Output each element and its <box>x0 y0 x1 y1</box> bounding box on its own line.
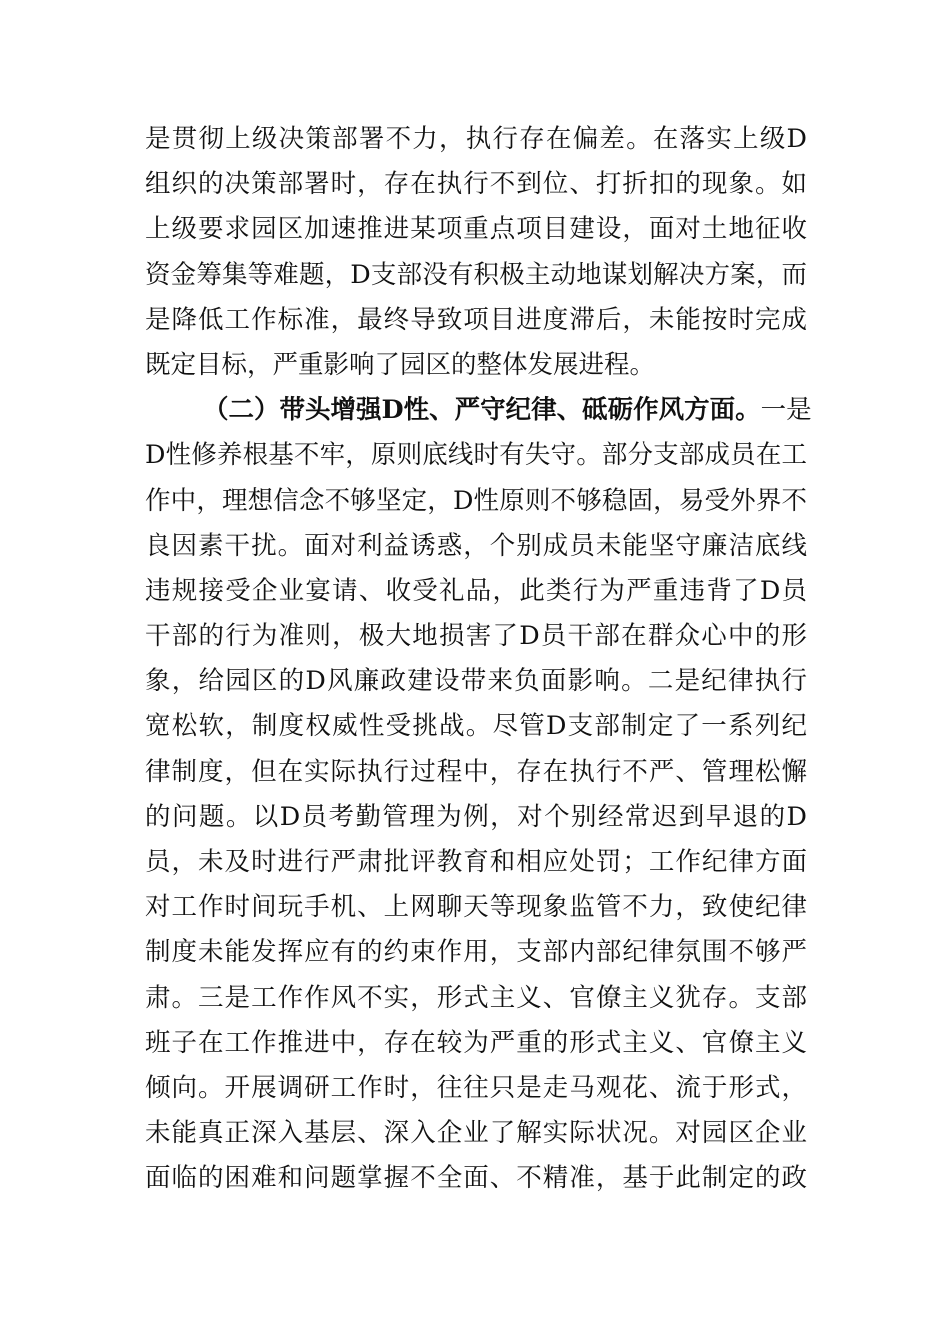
document-body <box>145 117 812 1202</box>
section-heading: （二）带头增强D性、严守纪律、砥砺作风方面。 <box>203 395 761 426</box>
text-line: 制度未能发挥应有的约束作用，支部内部纪律氛围不够严 <box>145 937 807 968</box>
text-line: 资金筹集等难题，D支部没有积极主动地谋划解决方案，而 <box>145 259 807 290</box>
paragraph-1 <box>145 117 807 388</box>
text-line: 肃。三是工作作风不实，形式主义、官僚主义犹存。支部 <box>145 982 807 1013</box>
text-line: 的问题。以D员考勤管理为例，对个别经常迟到早退的D <box>145 801 807 832</box>
text-line: 宽松软，制度权威性受挑战。尽管D支部制定了一系列纪 <box>145 711 807 742</box>
text-line: 作中，理想信念不够坚定，D性原则不够稳固，易受外界不 <box>145 485 807 516</box>
text-line: 违规接受企业宴请、收受礼品，此类行为严重违背了D员 <box>145 575 807 606</box>
heading-line-rest: 一是 <box>760 395 812 426</box>
text-line: 对工作时间玩手机、上网聊天等现象监管不力，致使纪律 <box>145 892 807 923</box>
text-line: 律制度，但在实际执行过程中，存在执行不严、管理松懈 <box>145 756 807 787</box>
text-line: 上级要求园区加速推进某项重点项目建设，面对土地征收 <box>145 214 807 245</box>
text-line: 既定目标，严重影响了园区的整体发展进程。 <box>145 349 656 380</box>
text-line: 员，未及时进行严肃批评教育和相应处罚；工作纪律方面 <box>145 847 807 877</box>
text-line: 未能真正深入基层、深入企业了解实际状况。对园区企业 <box>145 1118 807 1149</box>
text-line: 干部的行为准则，极大地损害了D员干部在群众心中的形 <box>145 621 807 652</box>
text-line: 良因素干扰。面对利益诱惑，个别成员未能坚守廉洁底线 <box>145 530 807 561</box>
section-heading-line <box>145 388 812 433</box>
text-line: D性修养根基不牢，原则底线时有失守。部分支部成员在工 <box>145 440 807 471</box>
paragraph-2 <box>145 388 812 1201</box>
text-line: 象，给园区的D风廉政建设带来负面影响。二是纪律执行 <box>145 666 807 697</box>
text-line: 面临的困难和问题掌握不全面、不精准，基于此制定的政 <box>145 1163 807 1194</box>
text-line: 是贯彻上级决策部署不力，执行存在偏差。在落实上级D <box>145 124 807 154</box>
text-line: 是降低工作标准，最终导致项目进度滞后，未能按时完成 <box>145 304 807 335</box>
text-line: 组织的决策部署时，存在执行不到位、打折扣的现象。如 <box>145 169 807 200</box>
text-line: 班子在工作推进中，存在较为严重的形式主义、官僚主义 <box>145 1027 807 1058</box>
text-line: 倾向。开展调研工作时，往往只是走马观花、流于形式， <box>145 1072 807 1103</box>
